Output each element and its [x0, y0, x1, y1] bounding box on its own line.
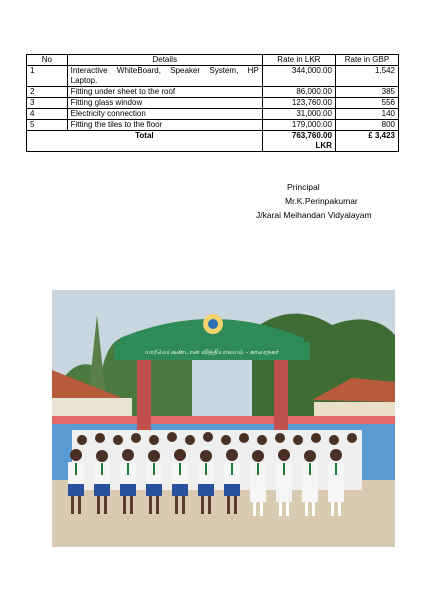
row-rate-gbp: 140 — [335, 109, 398, 120]
row-rate-lkr: 86,000.00 — [262, 87, 335, 98]
signature-block — [256, 180, 372, 222]
total-label: Total — [27, 131, 263, 152]
signature-title: Principal — [287, 182, 320, 192]
row-rate-lkr: 31,000.00 — [262, 109, 335, 120]
header-rate-gbp: Rate in GBP — [335, 55, 398, 66]
row-rate-gbp: 1,542 — [335, 66, 398, 87]
header-no: No — [27, 55, 68, 66]
total-rate-lkr — [262, 131, 335, 152]
row-details: Interactive WhiteBoard, Speaker System, HP Laptop. — [67, 66, 262, 87]
row-rate-lkr: 179,000.00 — [262, 120, 335, 131]
total-rate-gbp: £ 3,423 — [335, 131, 398, 152]
total-lkr-unit: LKR — [315, 141, 332, 150]
row-no: 2 — [27, 87, 68, 98]
row-no: 5 — [27, 120, 68, 131]
row-no: 1 — [27, 66, 68, 87]
table-row — [27, 109, 399, 120]
row-rate-gbp: 385 — [335, 87, 398, 98]
table-header-row — [27, 55, 399, 66]
header-details: Details — [67, 55, 262, 66]
row-rate-lkr: 344,000.00 — [262, 66, 335, 87]
table-row — [27, 66, 399, 87]
total-row — [27, 131, 399, 152]
row-rate-gbp: 800 — [335, 120, 398, 131]
header-rate-lkr: Rate in LKR — [262, 55, 335, 66]
arch-sign-text: யா/மெய்கண்டான் வித்தியாலயம் - காரைநகர் — [145, 348, 279, 356]
row-no: 4 — [27, 109, 68, 120]
cost-table — [26, 54, 399, 152]
row-details: Fitting under sheet to the roof — [67, 87, 262, 98]
table-row — [27, 120, 399, 131]
row-rate-lkr: 123,760.00 — [262, 98, 335, 109]
row-details: Electricity connection — [67, 109, 262, 120]
row-details: Fitting the tiles to the floor — [67, 120, 262, 131]
row-details: Fitting glass window — [67, 98, 262, 109]
table-row — [27, 98, 399, 109]
photo-illustration — [52, 290, 395, 547]
table-row — [27, 87, 399, 98]
signature-school: J/karai Meihandan Vidyalayam — [256, 210, 372, 220]
row-no: 3 — [27, 98, 68, 109]
row-rate-gbp: 556 — [335, 98, 398, 109]
total-lkr-value: 763,760.00 — [291, 131, 332, 140]
school-group-photo — [52, 290, 395, 547]
signature-name: Mr.K.Perinpakumar — [285, 196, 358, 206]
